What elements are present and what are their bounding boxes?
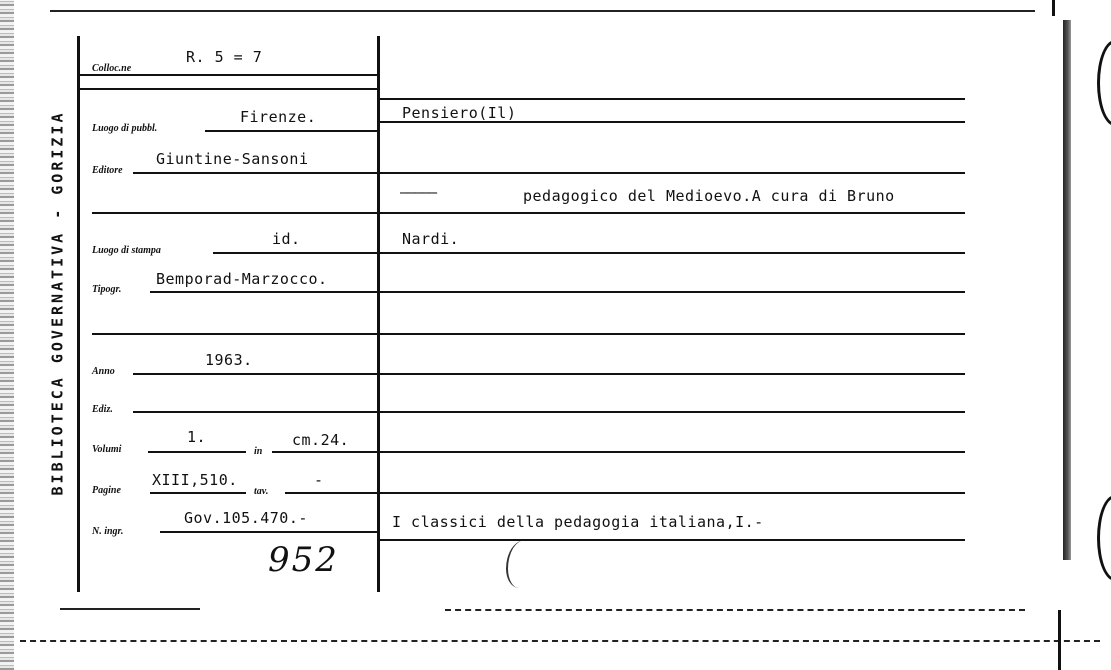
value-collocazione: R. 5 = 7 [186,48,263,66]
value-anno: 1963. [205,351,253,369]
label-numero-ingresso: N. ingr. [92,526,124,537]
value-pagine: XIII,510. [152,471,238,489]
handwritten-number: 952 [268,540,339,580]
rule-volumi-b [272,451,377,453]
rule-volumi-a [148,451,246,453]
title-line-2: pedagogico del Medioevo.A cura di Bruno [523,187,895,205]
corner-mark-bottom [1058,610,1061,670]
value-luogo-stampa: id. [272,230,301,248]
value-tipografia: Bemporad-Marzocco. [156,270,328,288]
label-tavole: tav. [254,486,269,497]
rule-right-3 [380,172,965,174]
label-luogo-pubblicazione: Luogo di pubbl. [92,123,158,134]
bottom-rule-2 [445,609,1025,611]
rule-right-12 [380,539,965,541]
corner-mark [1052,0,1055,16]
rule-ingr [160,531,377,533]
rule-blank-1 [92,212,377,214]
label-luogo-stampa: Luogo di stampa [92,245,161,256]
rule-colloc-2 [80,88,378,90]
rule-tipogr [150,291,377,293]
label-in: in [254,446,263,457]
rule-right-9 [380,411,965,413]
label-editore: Editore [92,165,123,176]
library-header: BIBLIOTECA GOVERNATIVA - GORIZIA [48,110,67,495]
rule-right-1 [380,98,965,100]
rule-ediz [133,411,377,413]
rule-luogo-pubbl [205,130,377,132]
rule-right-11 [380,492,965,494]
label-volumi: Volumi [92,444,122,455]
rule-editore [133,172,377,174]
right-edge-arc-bottom [1097,495,1111,581]
value-volumi: 1. [187,428,207,446]
rule-right-5 [380,252,965,254]
bottom-rule-1 [60,608,200,610]
rule-right-10 [380,451,965,453]
bottom-rule-3 [20,640,1100,642]
rule-right-7 [380,333,965,335]
title-line-2-dash: ————— [400,183,436,201]
label-edizione: Ediz. [92,404,113,415]
scan-edge [0,0,14,670]
pencil-mark [506,540,538,588]
rule-colloc [80,74,378,76]
rule-right-6 [380,291,965,293]
top-border-line [50,10,1035,12]
rule-pagine-a [150,492,246,494]
value-luogo-pubblicazione: Firenze. [240,108,317,126]
right-edge-arc-top [1097,40,1111,126]
rule-anno [133,373,377,375]
series-statement: I classici della pedagogia italiana,I.- [392,513,764,531]
label-anno: Anno [92,366,115,377]
rule-blank-2 [92,333,377,335]
rule-luogo-stampa [213,252,377,254]
card-middle-rule [377,36,380,592]
value-numero-ingresso: Gov.105.470.- [184,509,308,527]
title-line-1: Pensiero(Il) [402,104,517,122]
label-tipografia: Tipogr. [92,284,122,295]
value-tavole: - [314,471,324,489]
value-editore: Giuntine-Sansoni [156,150,309,168]
card-left-rule [77,36,80,592]
rule-right-4 [380,212,965,214]
value-formato: cm.24. [292,431,350,449]
rule-right-8 [380,373,965,375]
right-edge-strip [1063,20,1071,560]
rule-pagine-b [285,492,377,494]
label-collocazione: Colloc.ne [92,63,132,74]
label-pagine: Pagine [92,485,121,496]
title-line-3: Nardi. [402,230,460,248]
